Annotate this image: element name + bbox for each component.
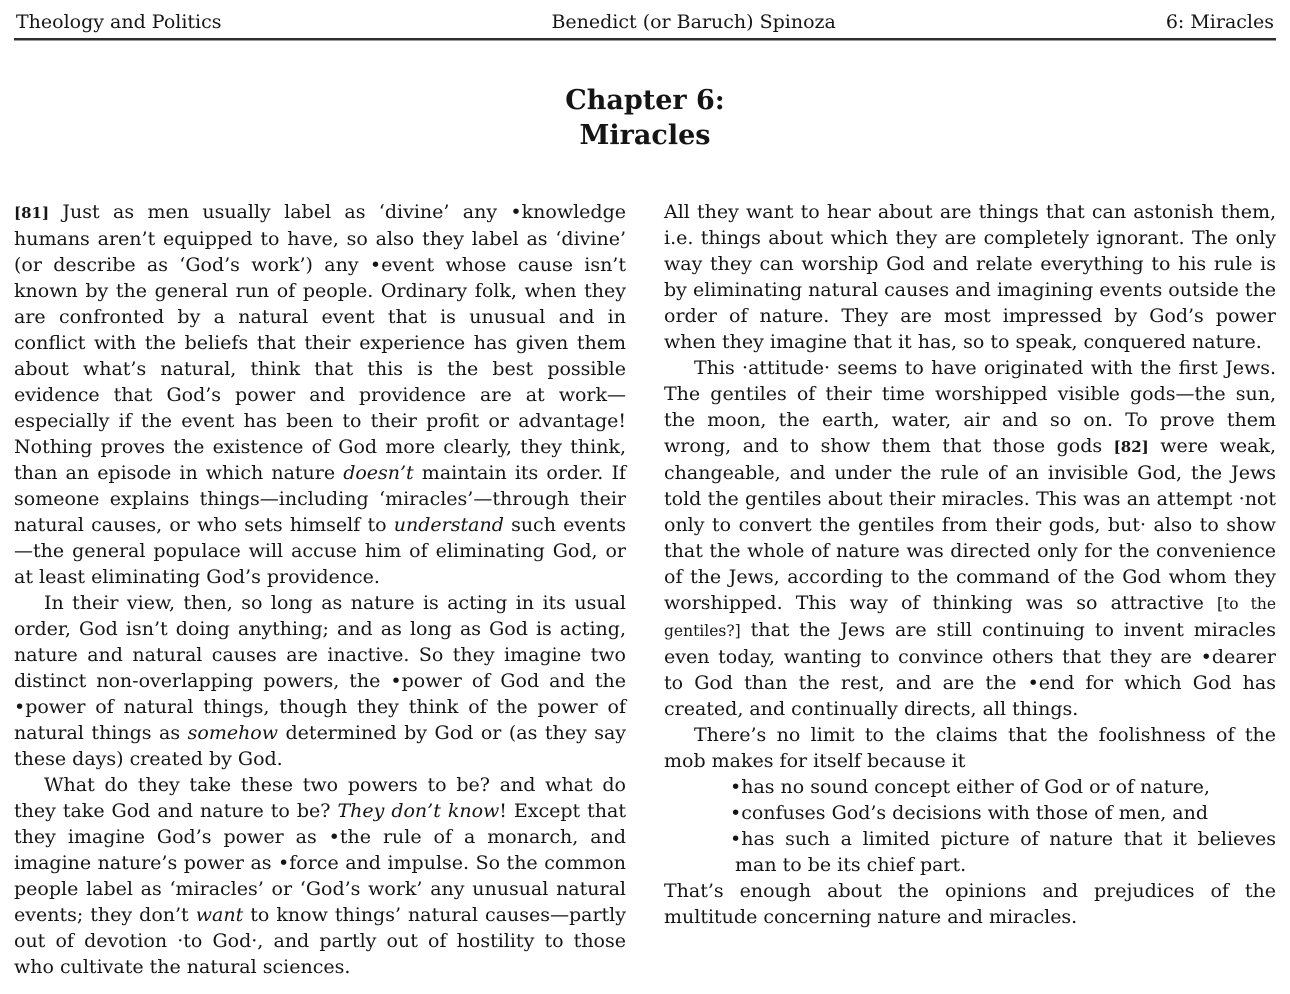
- chapter-title-line2: Miracles: [579, 120, 711, 151]
- two-column-body: [14, 199, 1276, 994]
- header-book-title: Theology and Politics: [16, 11, 222, 33]
- header-author: Benedict (or Baruch) Spinoza: [551, 11, 836, 33]
- chapter-title-line1: Chapter 6:: [565, 85, 725, 116]
- chapter-title: [14, 83, 1276, 153]
- body-paragraph: [81] Just as men usually label as ‘divine’ any •knowledge humans aren’t equipped to have, so also they label as ‘divine’ (or describe as ‘God’s work’) any •event whose cause isn’t known by the general run of people. Ordinary folk, when they are confronted by a natural event that is unusual and in conflict with the beliefs that their experience has given them about what’s natural, think that this is the best possible evidence that God’s power and providence are at work—especially if the event has been to their profit or advantage! Nothing proves the existence of God more clearly, they think, than an episode in which nature doesn’t maintain its order. If someone explains things—including ‘miracles’—through their natural causes, or who sets himself to understand such events—the general populace will accuse him of eliminating God, or at least eliminating God’s providence.: [14, 201, 626, 588]
- right-column: [664, 199, 1276, 980]
- bullet-item: •has such a limited picture of nature that it believes man to be its chief part.: [730, 828, 1276, 876]
- bullet-item: •has no sound concept either of God or of nature,: [730, 776, 1210, 798]
- bullet-item: •confuses God’s decisions with those of men, and: [730, 802, 1209, 824]
- header-rule: [14, 38, 1276, 41]
- body-paragraph: There’s no limit to the claims that the foolishness of the mob makes for itself because it: [664, 724, 1276, 772]
- body-paragraph: All they want to hear about are things that can astonish them, i.e. things about which they are completely ignorant. The only way they can worship God and relate everything to his rule is by eliminating natural causes and imagining events outside the order of nature. They are most impressed by God’s power when they imagine that it has, so to speak, conquered nature.: [664, 201, 1276, 353]
- body-paragraph: What do they take these two powers to be? and what do they take God and nature to be? They don’t know! Except that they imagine God’s power as •the rule of a monarch, and imagine nature’s power as •force and impulse. So the common people label as ‘miracles’ or ‘God’s work’ any unusual natural events; they don’t want to know things’ natural causes—partly out of devotion ·to God·, and partly out of hostility to those who cultivate the natural sciences.: [14, 774, 626, 978]
- body-paragraph: In their view, then, so long as nature is acting in its usual order, God isn’t doing anything; and as long as God is acting, nature and natural causes are inactive. So they imagine two distinct non-overlapping powers, the •power of God and the •power of natural things, though they think of the power of natural things as somehow determined by God or (as they say these days) created by God.: [14, 592, 627, 770]
- body-paragraph: That’s enough about the opinions and prejudices of the multitude concerning nature and miracles.: [664, 880, 1276, 928]
- header-chapter: 6: Miracles: [1165, 11, 1274, 33]
- left-column: [14, 199, 626, 980]
- body-paragraph: This ·attitude· seems to have originated with the first Jews. The gentiles of their time worshipped visible gods—the sun, the moon, the earth, water, air and so on. To prove them wrong, and to show them that those gods [82] were weak, changeable, and under the rule of an invisible God, the Jews told the gentiles about their miracles. This was an attempt ·not only to convert the gentiles from their gods, but· also to show that the whole of nature was directed only for the convenience of the Jews, according to the command of the God whom they worshipped. This way of thinking was so attractive [to the gentiles?] that the Jews are still continuing to invent miracles even today, wanting to convince others that they are •dearer to God than the rest, and are the •end for which God has created, and continually directs, all things.: [664, 357, 1276, 720]
- running-header: [14, 0, 1276, 38]
